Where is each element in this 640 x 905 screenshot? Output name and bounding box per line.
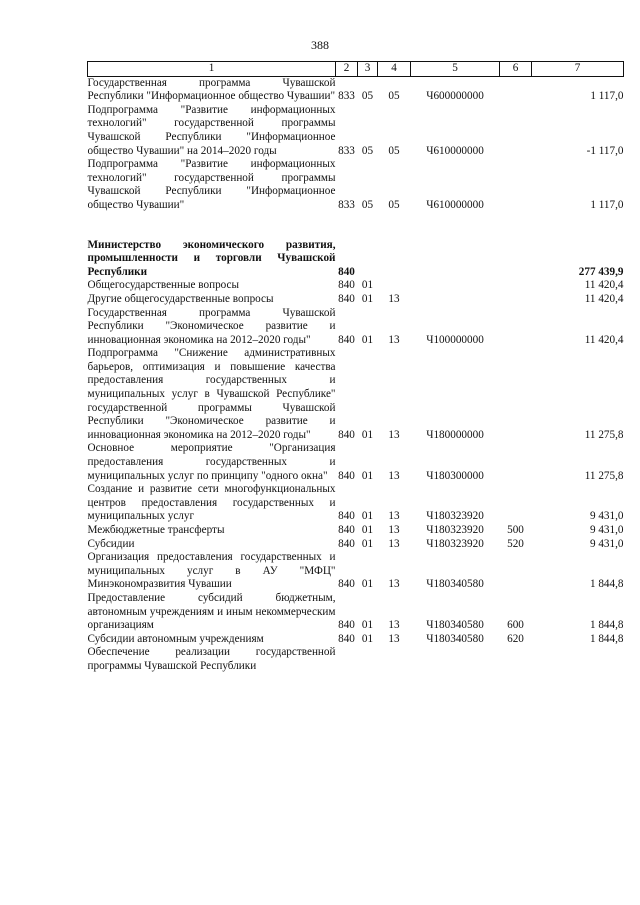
- expense-type-code: [500, 307, 532, 348]
- row-name: Государственная программа Чувашской Республики "Экономическое развитие и инновационная экономика на 2012–2020 годы": [87, 306, 336, 346]
- target-article-code: Ч180323920: [426, 537, 484, 550]
- column-header: 7: [532, 62, 624, 77]
- subsection-code: [378, 239, 411, 280]
- expense-type-code: [500, 158, 532, 212]
- column-header: 2: [336, 62, 358, 77]
- ministry-code: 840: [338, 524, 355, 536]
- expense-type-code: [500, 104, 532, 158]
- section-code: 01: [361, 279, 374, 292]
- subsection-code: 13: [388, 524, 400, 536]
- table-row: [88, 158, 624, 212]
- target-article-code: [411, 239, 500, 280]
- row-name: Общегосударственные вопросы: [87, 279, 240, 292]
- column-header-row: [88, 62, 624, 77]
- subsection-code: 13: [388, 292, 400, 305]
- section-code: 01: [361, 333, 374, 346]
- section-code: 01: [361, 469, 374, 482]
- column-header: 3: [358, 62, 378, 77]
- table-row: [88, 646, 624, 673]
- expense-type-code: 520: [507, 537, 524, 550]
- table-row: [88, 307, 624, 348]
- amount: 1 117,0: [590, 90, 624, 103]
- amount: 1 844,8: [589, 578, 624, 591]
- section-code: 01: [361, 510, 374, 523]
- expense-type-code: [500, 646, 532, 673]
- page-number: 388: [311, 38, 329, 52]
- row-name: Организация предоставления государственных и муниципальных услуг в АУ "МФЦ" Минэкономразвития Чувашии: [87, 551, 336, 591]
- section-code: 05: [361, 144, 374, 157]
- ministry-code: 840: [338, 632, 355, 645]
- row-name: Субсидии: [87, 537, 135, 550]
- amount: -1 117,0: [586, 144, 624, 157]
- row-name: Министерство экономического развития, промышленности и торговли Чувашской Республики: [87, 238, 336, 278]
- expense-type-code: [500, 239, 532, 280]
- ministry-code: 833: [338, 90, 355, 103]
- table-row: [88, 524, 624, 538]
- section-code: 01: [361, 578, 374, 591]
- subsection-code: 05: [388, 198, 400, 211]
- amount: 11 420,4: [584, 292, 624, 305]
- ministry-code: 840: [338, 578, 355, 591]
- row-name: Предоставление субсидий бюджетным, автономным учреждениям и иным некоммерческим организациям: [87, 591, 336, 632]
- subsection-code: [378, 646, 411, 673]
- row-name: Подпрограмма "Снижение административных барьеров, оптимизация и повышение качества предоставления государственных и муниципальных услуг в Чувашской Республике" государственной программы Чувашской Республики "Экономическое развитие и инновационная экономика на 2012–2020 годы": [87, 347, 336, 441]
- ministry-code: 840: [338, 428, 355, 441]
- table-row: [88, 347, 624, 442]
- subsection-code: 13: [388, 619, 400, 632]
- section-code: 01: [361, 632, 374, 645]
- ministry-code: [336, 646, 358, 673]
- subsection-code: 13: [388, 537, 400, 550]
- amount: 1 117,0: [590, 198, 624, 211]
- amount: 11 420,4: [584, 279, 624, 292]
- column-header: 5: [411, 62, 500, 77]
- row-name: Обеспечение реализации государственной программы Чувашской Республики: [87, 646, 336, 672]
- amount: 277 439,9: [578, 265, 624, 278]
- target-article-code: Ч180000000: [426, 428, 484, 441]
- target-article-code: [411, 646, 500, 673]
- amount: 1 844,8: [589, 619, 624, 632]
- table-row: [88, 293, 624, 307]
- table-row: [88, 104, 624, 158]
- expense-type-code: [500, 551, 532, 592]
- ministry-code: 840: [338, 537, 355, 550]
- subsection-code: 13: [388, 469, 400, 482]
- amount: 11 275,8: [584, 469, 624, 482]
- table-row: [88, 239, 624, 280]
- target-article-code: Ч180300000: [426, 469, 484, 482]
- expense-type-code: [500, 293, 532, 307]
- subsection-code: 13: [388, 632, 400, 645]
- subsection-code: 13: [388, 428, 400, 441]
- row-name: Субсидии автономным учреждениям: [87, 632, 264, 645]
- ministry-code: 840: [338, 333, 355, 346]
- row-name: Другие общегосударственные вопросы: [87, 292, 274, 305]
- target-article-code: Ч180340580: [426, 578, 484, 591]
- ministry-code: 840: [338, 510, 355, 523]
- target-article-code: Ч610000000: [426, 198, 484, 211]
- target-article-code: Ч600000000: [426, 90, 484, 103]
- target-article-code: [411, 293, 500, 307]
- row-name: Государственная программа Чувашской Республики "Информационное общество Чувашии": [87, 76, 336, 103]
- expense-type-code: 500: [507, 524, 524, 536]
- expense-type-code: [500, 483, 532, 524]
- amount: [532, 646, 624, 673]
- row-name: Подпрограмма "Развитие информационных технологий" государственной программы Чувашской Республики "Информационное общество Чувашии": [87, 158, 336, 211]
- subsection-code: 05: [388, 144, 400, 157]
- target-article-code: [411, 279, 500, 293]
- ministry-code: 840: [338, 619, 355, 632]
- expense-type-code: [500, 347, 532, 442]
- amount: 11 275,8: [584, 428, 624, 441]
- subsection-code: [378, 279, 411, 293]
- table-row: [88, 538, 624, 552]
- subsection-code: 05: [388, 90, 400, 103]
- expense-type-code: [500, 76, 532, 104]
- row-name: Подпрограмма "Развитие информационных технологий" государственной программы Чувашской Республики "Информационное общество Чувашии" на 2014–2020 годы: [87, 103, 336, 157]
- section-code: 05: [361, 198, 374, 211]
- amount: 9 431,0: [589, 537, 624, 550]
- target-article-code: Ч180340580: [426, 619, 484, 632]
- table-row: [88, 633, 624, 647]
- amount: 9 431,0: [589, 510, 624, 523]
- column-header: 1: [88, 62, 336, 77]
- ministry-code: 840: [338, 279, 355, 292]
- row-name: Межбюджетные трансферты: [87, 524, 225, 536]
- section-code: [358, 239, 378, 280]
- table-row: [88, 592, 624, 633]
- row-name: Основное мероприятие "Организация предоставления государственных и муниципальных услуг по принципу "одного окна": [87, 442, 336, 482]
- column-header: 4: [378, 62, 411, 77]
- target-article-code: Ч180340580: [426, 632, 484, 645]
- expense-type-code: 600: [507, 619, 524, 632]
- amount: 9 431,0: [589, 524, 624, 536]
- subsection-code: 13: [388, 578, 400, 591]
- target-article-code: Ч180323920: [426, 524, 484, 536]
- column-header: 6: [500, 62, 532, 77]
- target-article-code: Ч610000000: [426, 144, 484, 157]
- section-code: 05: [361, 90, 374, 103]
- ministry-code: 833: [338, 198, 355, 211]
- section-code: 01: [361, 292, 374, 305]
- amount: 11 420,4: [584, 333, 624, 346]
- expense-type-code: [500, 442, 532, 483]
- target-article-code: Ч100000000: [426, 333, 484, 346]
- budget-table: [87, 61, 624, 674]
- target-article-code: Ч180323920: [426, 510, 484, 523]
- section-code: 01: [361, 428, 374, 441]
- subsection-code: 13: [388, 510, 400, 523]
- table-row: [88, 551, 624, 592]
- expense-type-code: 620: [507, 632, 524, 645]
- section-code: 01: [361, 619, 374, 632]
- subsection-code: 13: [388, 333, 400, 346]
- table-row: [88, 279, 624, 293]
- table-row: [88, 76, 624, 104]
- ministry-code: 840: [338, 292, 355, 305]
- expense-type-code: [500, 279, 532, 293]
- amount: 1 844,8: [589, 632, 624, 645]
- section-code: 01: [361, 537, 374, 550]
- spacer-cell: [88, 213, 624, 239]
- spacer-row: [88, 213, 624, 239]
- row-name: Создание и развитие сети многофункциональных центров предоставления государственных и муниципальных услуг: [87, 483, 336, 523]
- ministry-code: 840: [338, 469, 355, 482]
- section-code: 01: [361, 524, 374, 536]
- table-row: [88, 483, 624, 524]
- ministry-code: 833: [338, 144, 355, 157]
- ministry-code: 840: [338, 265, 355, 278]
- section-code: [358, 646, 378, 673]
- table-row: [88, 442, 624, 483]
